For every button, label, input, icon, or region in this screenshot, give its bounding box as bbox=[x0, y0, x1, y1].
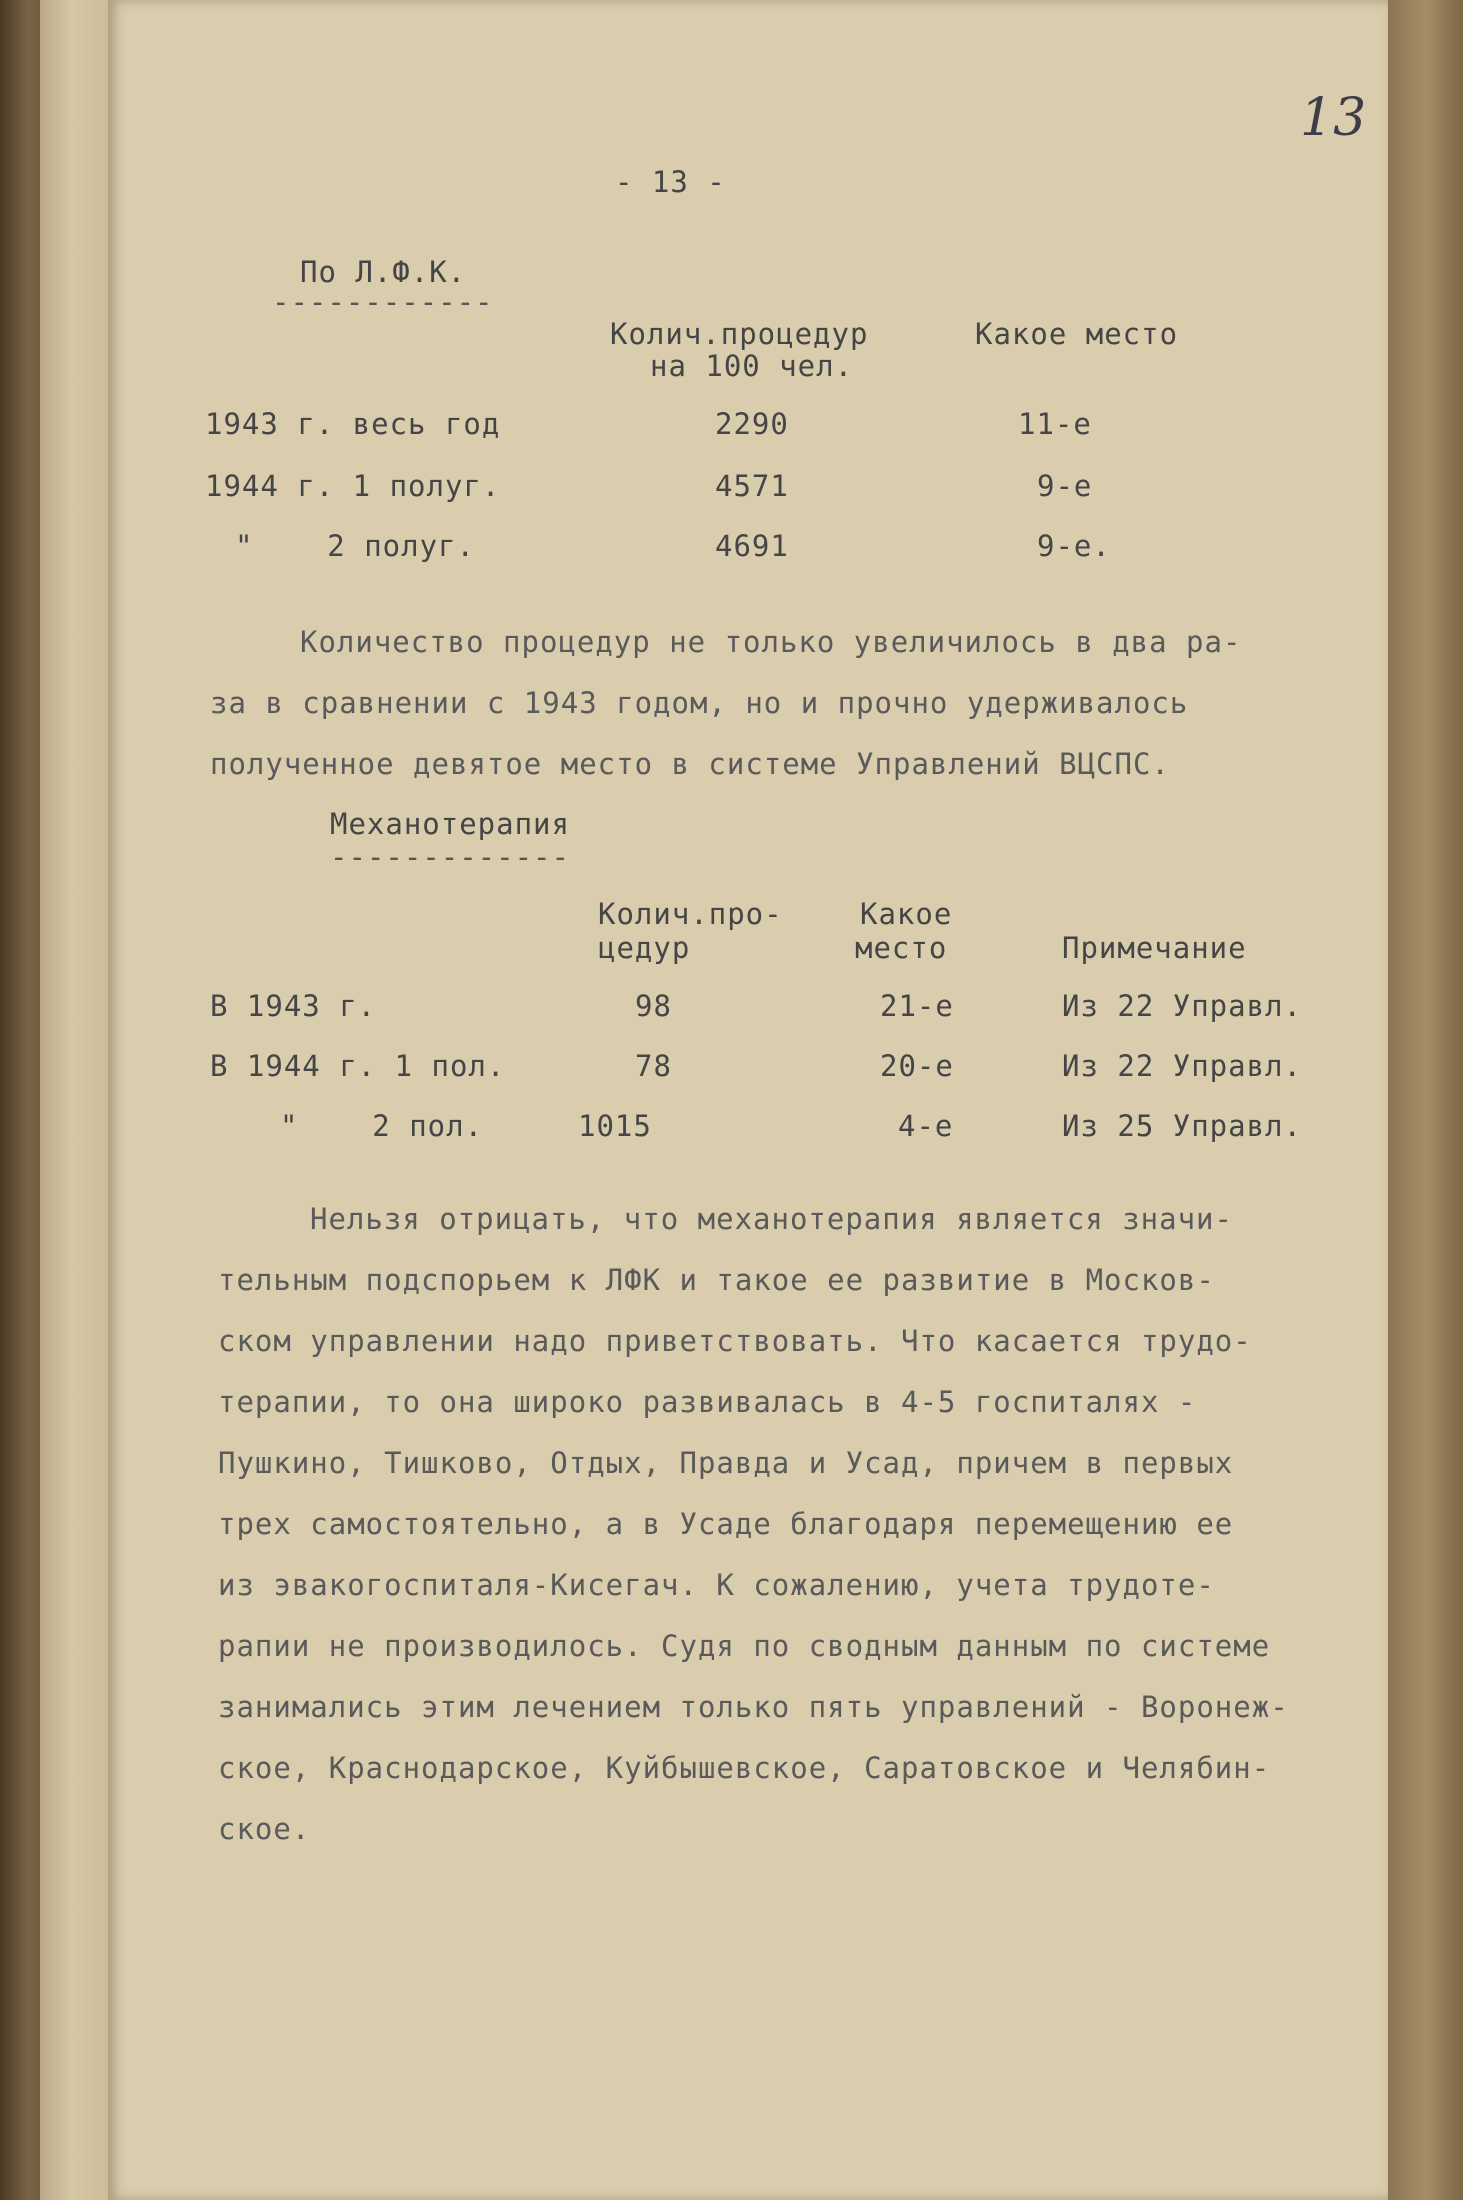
paragraph-line: Пушкино, Тишково, Отдых, Правда и Усад, причем в первых bbox=[218, 1446, 1234, 1480]
page-number: - 13 - bbox=[615, 165, 726, 199]
section-mechanotherapy-heading: Механотерапия bbox=[330, 807, 570, 841]
mech-row-period: В 1943 г. bbox=[210, 989, 377, 1023]
archive-page-number: 13 bbox=[1300, 88, 1367, 148]
paragraph-line: занимались этим лечением только пять управлений - Воронеж- bbox=[218, 1690, 1289, 1724]
mech-row-count: 78 bbox=[635, 1049, 672, 1083]
paragraph-line: Количество процедур не только увеличилось в два ра- bbox=[300, 625, 1242, 659]
lfk-row-count: 4691 bbox=[715, 529, 789, 563]
mech-col-place-header: Какое bbox=[860, 897, 953, 931]
mech-col-count-header: Колич.про- bbox=[598, 897, 783, 931]
paragraph-line: ское, Краснодарское, Куйбышевское, Саратовское и Челябин- bbox=[218, 1751, 1271, 1785]
section-mechanotherapy-underline: ------------- bbox=[330, 840, 570, 874]
mech-row-note: Из 22 Управл. bbox=[1062, 1049, 1302, 1083]
mech-row-count: 98 bbox=[635, 989, 672, 1023]
lfk-col-place-header: Какое место bbox=[975, 317, 1179, 351]
paragraph-line: рапии не производилось. Судя по сводным данным по системе bbox=[218, 1629, 1271, 1663]
lfk-col-count-subheader: на 100 чел. bbox=[650, 349, 854, 383]
mech-row-note: Из 25 Управл. bbox=[1062, 1109, 1302, 1143]
mech-row-period: " 2 пол. bbox=[280, 1109, 484, 1143]
paragraph-line: ское. bbox=[218, 1812, 311, 1846]
mech-row-period: В 1944 г. 1 пол. bbox=[210, 1049, 506, 1083]
mech-col-count-subheader: цедур bbox=[598, 931, 691, 965]
lfk-col-count-header: Колич.процедур bbox=[610, 317, 869, 351]
mech-row-count: 1015 bbox=[578, 1109, 652, 1143]
mech-row-place: 20-е bbox=[880, 1049, 954, 1083]
mech-row-place: 21-е bbox=[880, 989, 954, 1023]
paragraph-line: тельным подспорьем к ЛФК и такое ее развитие в Москов- bbox=[218, 1263, 1215, 1297]
lfk-row-period: " 2 полуг. bbox=[235, 529, 475, 563]
lfk-row-place: 9-е. bbox=[1037, 529, 1111, 563]
lfk-row-place: 11-е bbox=[1018, 407, 1092, 441]
paragraph-line: из эвакогоспиталя-Кисегач. К сожалению, учета трудоте- bbox=[218, 1568, 1215, 1602]
mech-col-place-subheader: место bbox=[855, 931, 948, 965]
mech-row-place: 4-е bbox=[898, 1109, 954, 1143]
section-lfk-heading: По Л.Ф.К. bbox=[300, 255, 467, 289]
paragraph-line: терапии, то она широко развивалась в 4-5 госпиталях - bbox=[218, 1385, 1197, 1419]
section-lfk-underline: ------------ bbox=[272, 285, 494, 319]
right-page-edge bbox=[1388, 0, 1463, 2200]
paragraph-line: трех самостоятельно, а в Усаде благодаря перемещению ее bbox=[218, 1507, 1234, 1541]
lfk-row-period: 1943 г. весь год bbox=[205, 407, 501, 441]
paragraph-line: полученное девятое место в системе Управлений ВЦСПС. bbox=[210, 747, 1170, 781]
paragraph-line: ском управлении надо приветствовать. Что касается трудо- bbox=[218, 1324, 1252, 1358]
mech-row-note: Из 22 Управл. bbox=[1062, 989, 1302, 1023]
lfk-row-period: 1944 г. 1 полуг. bbox=[205, 469, 501, 503]
mech-col-note-header: Примечание bbox=[1062, 931, 1247, 965]
lfk-row-count: 4571 bbox=[715, 469, 789, 503]
paragraph-line: Нельзя отрицать, что механотерапия является значи- bbox=[310, 1202, 1233, 1236]
lfk-row-place: 9-е bbox=[1037, 469, 1093, 503]
lfk-row-count: 2290 bbox=[715, 407, 789, 441]
paragraph-line: за в сравнении с 1943 годом, но и прочно удерживалось bbox=[210, 686, 1189, 720]
